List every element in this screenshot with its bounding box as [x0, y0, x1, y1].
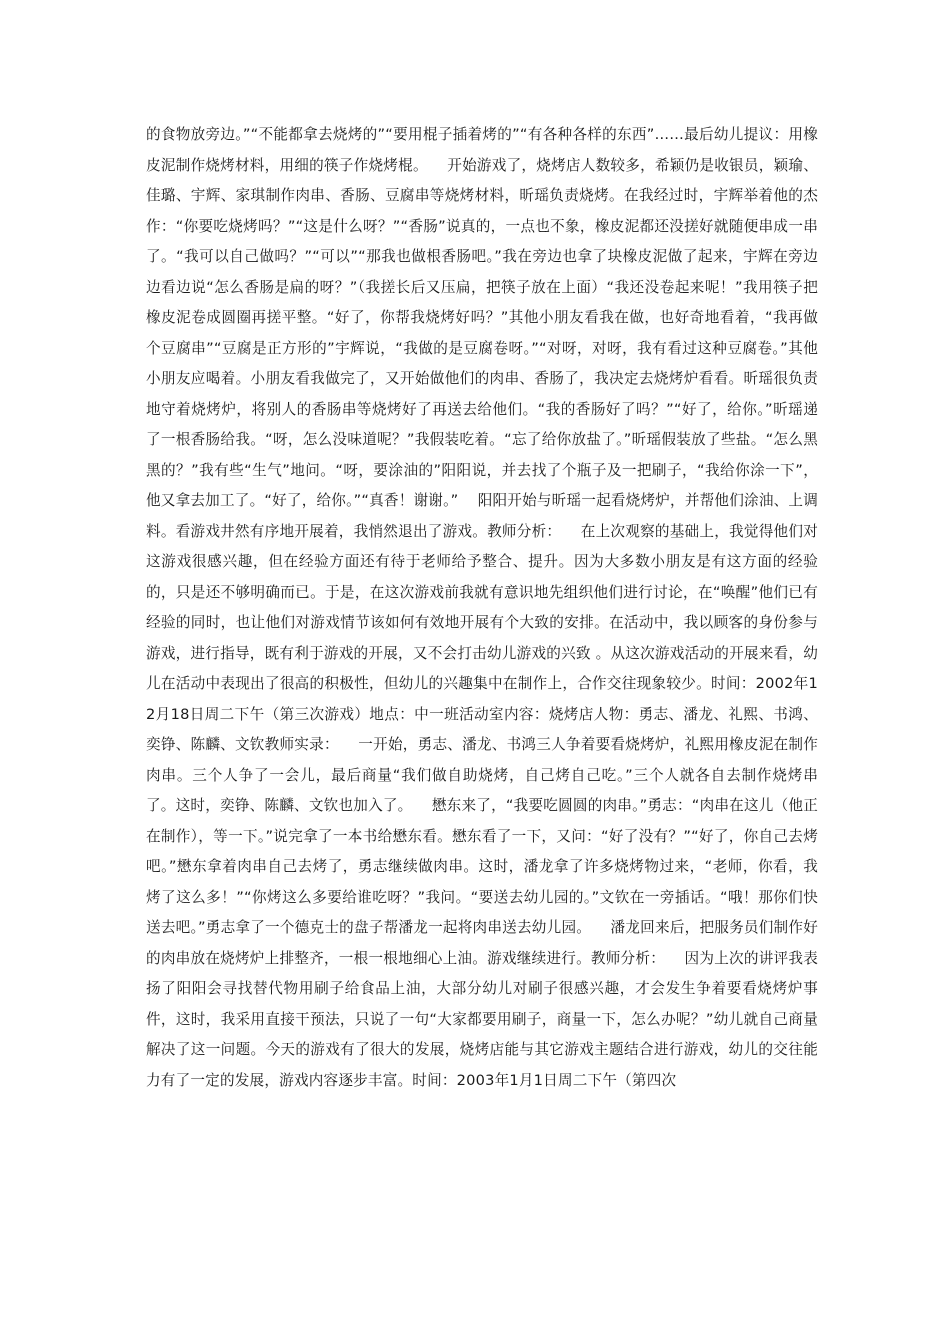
- body-text: 的食物放旁边。”“不能都拿去烧烤的”“要用棍子插着烤的”“有各种各样的东西”……最后幼儿提议：用橡皮泥制作烧烤材料，用细的筷子作烧烤棍。 开始游戏了，烧烤店人数较多，希颖仍是收银员，颖瑜、佳璐、宇辉、家琪制作肉串、香肠、豆腐串等烧烤材料，昕瑶负责烧烤。在我经过时，宇辉举着他的杰作：“你要吃烧烤吗？”“这是什么呀？”“香肠”说真的，一点也不象，橡皮泥都还没搓好就随便串成一串了。“我可以自己做吗？”“可以”“那我也做根香肠吧。”我在旁边也拿了块橡皮泥做了起来，宇辉在旁边边看边说“怎么香肠是扁的呀？”（我搓长后又压扁，把筷子放在上面）“我还没卷起来呢！”我用筷子把橡皮泥卷成圆圈再搓平整。“好了，你帮我烧烤好吗？”其他小朋友看我在做，也好奇地看着，“我再做个豆腐串”“豆腐是正方形的”宇辉说，“我做的是豆腐卷呀。”“对呀，对呀，我有看过这种豆腐卷。”其他小朋友应喝着。小朋友看我做完了，又开始做他们的肉串、香肠了，我决定去烧烤炉看看。昕瑶很负责地守着烧烤炉，将别人的香肠串等烧烤好了再送去给他们。“我的香肠好了吗？”“好了，给你。”昕瑶递了一根香肠给我。“呀，怎么没味道呢？”我假装吃着。“忘了给你放盐了。”昕瑶假装放了些盐。“怎么黑黑的？”我有些“生气”地问。“呀，要涂油的”阳阳说，并去找了个瓶子及一把刷子，“我给你涂一下”，他又拿去加工了。“好了，给你。”“真香！谢谢。” 阳阳开始与昕瑶一起看烧烤炉，并帮他们涂油、上调料。看游戏井然有序地开展着，我悄然退出了游戏。教师分析： 在上次观察的基础上，我觉得他们对这游戏很感兴趣，但在经验方面还有待于老师给予整合、提升。因为大多数小朋友是有这方面的经验的，只是还不够明确而已。于是，在这次游戏前我就有意识地先组织他们进行讨论，在“唤醒”他们已有经验的同时，也让他们对游戏情节该如何有效地开展有个大致的安排。在活动中，我以顾客的身份参与游戏，进行指导，既有利于游戏的开展，又不会打击幼儿游戏的兴致 。从这次游戏活动的开展来看，幼儿在活动中表现出了很高的积极性，但幼儿的兴趣集中在制作上，合作交往现象较少。时间：2002年12月18日周二下午（第三次游戏）地点：中一班活动室内容：烧烤店人物：勇志、潘龙、礼熙、书鸿、奕铮、陈麟、文钦教师实录： 一开始，勇志、潘龙、书鸿三人争着要看烧烤炉，礼熙用橡皮泥在制作肉串。三个人争了一会儿，最后商量“我们做自助烧烤，自己烤自己吃。”三个人就各自去制作烧烤串了。这时，奕铮、陈麟、文钦也加入了。 懋东来了，“我要吃圆圆的肉串。”勇志：“肉串在这儿（他正在制作），等一下。”说完拿了一本书给懋东看。懋东看了一下，又问：“好了没有？”“好了，你自己去烤吧。”懋东拿着肉串自己去烤了，勇志继续做肉串。这时，潘龙拿了许多烧烤物过来，“老师，你看，我烤了这么多！”“你烤这么多要给谁吃呀？”我问。“要送去幼儿园的。”文钦在一旁插话。“哦！那你们快送去吧。”勇志拿了一个德克士的盘子帮潘龙一起将肉串送去幼儿园。 潘龙回来后，把服务员们制作好的肉串放在烧烤炉上排整齐，一根一根地细心上油。游戏继续进行。教师分析： 因为上次的讲评我表扬了阳阳会寻找替代物用刷子给食品上油，大部分幼儿对刷子很感兴趣，才会发生争着要看烧烤炉事件，这时，我采用直接干预法，只说了一句“大家都要用刷子，商量一下，怎么办呢？”幼儿就自己商量解决了这一问题。今天的游戏有了很大的发展，烧烤店能与其它游戏主题结合进行游戏，幼儿的交往能力有了一定的发展，游戏内容逐步丰富。时间：2003年1月1日周二下午（第四次: [146, 126, 818, 1089]
